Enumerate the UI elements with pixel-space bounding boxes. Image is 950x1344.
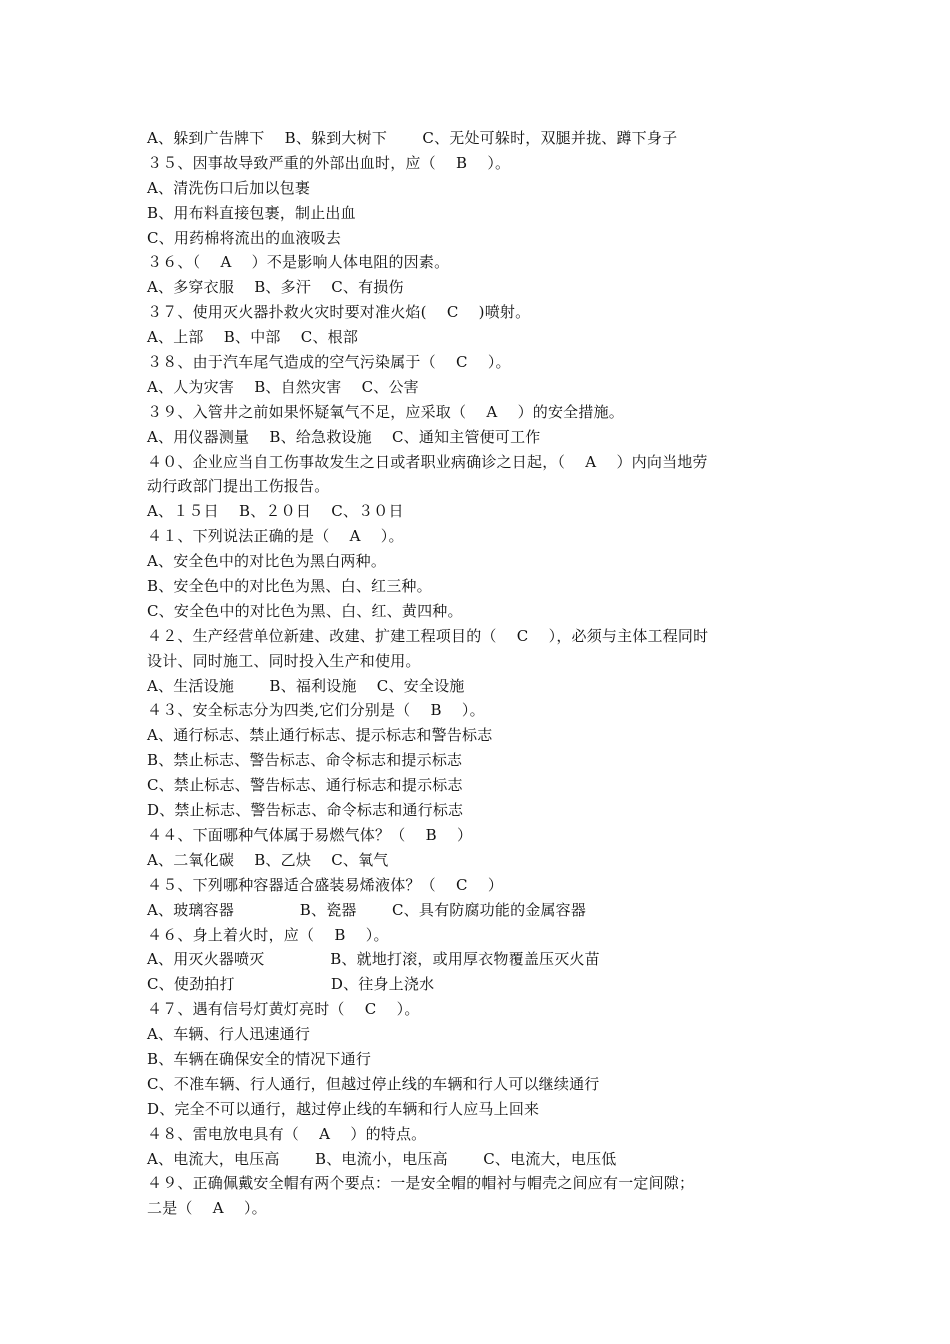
option-line: D、完全不可以通行，越过停止线的车辆和行人应马上回来: [147, 1099, 540, 1118]
question-41: ４１、下列说法正确的是（ A ）。: [147, 527, 404, 546]
option-line: A、电流大，电压高 B、电流小，电压高 C、电流大，电压低: [147, 1149, 617, 1168]
option-line: B、安全色中的对比色为黑、白、红三种。: [147, 577, 432, 596]
option-line: A、多穿衣服 B、多汗 C、有损伤: [147, 278, 404, 297]
option-line: A、１５日 B、２０日 C、３０日: [147, 502, 404, 521]
option-line: C、禁止标志、警告标志、通行标志和提示标志: [147, 776, 463, 795]
option-line: A、安全色中的对比色为黑白两种。: [147, 552, 387, 571]
option-line: A、生活设施 B、福利设施 C、安全设施: [147, 676, 465, 695]
option-line: B、禁止标志、警告标志、命令标志和提示标志: [147, 751, 463, 770]
question-47: ４７、遇有信号灯黄灯亮时（ C ）。: [147, 1000, 420, 1019]
question-48: ４８、雷电放电具有（ A ）的特点。: [147, 1124, 427, 1143]
option-line: C、使劲拍打 D、往身上浇水: [147, 975, 435, 994]
option-line: A、用灭火器喷灭 B、就地打滚，或用厚衣物覆盖压灭火苗: [147, 950, 600, 969]
question-46: ４６、身上着火时，应（ B ）。: [147, 925, 389, 944]
option-line: A、上部 B、中部 C、根部: [147, 328, 359, 347]
option-line: C、安全色中的对比色为黑、白、红、黄四种。: [147, 601, 463, 620]
question-42-continued: 设计、同时施工、同时投入生产和使用。: [147, 651, 421, 670]
option-line: C、用药棉将流出的血液吸去: [147, 228, 342, 247]
option-line: A、清洗伤口后加以包裹: [147, 178, 311, 197]
document-page: [147, 126, 807, 1221]
question-37: ３７、使用灭火器扑救火灾时要对准火焰( C )喷射。: [147, 303, 531, 322]
option-line: B、车辆在确保安全的情况下通行: [147, 1049, 372, 1068]
option-line: A、车辆、行人迅速通行: [147, 1025, 311, 1044]
option-line: B、用布料直接包裹，制止出血: [147, 203, 356, 222]
question-43: ４３、安全标志分为四类,它们分别是（ B ）。: [147, 701, 485, 720]
question-36: ３６、（ A ）不是影响人体电阻的因素。: [147, 253, 450, 272]
question-49-continued: 二是（ A ）。: [147, 1199, 267, 1218]
question-45: ４５、下列哪种容器适合盛装易烯液体？（ C ）: [147, 875, 504, 894]
question-44: ４４、下面哪种气体属于易燃气体？（ B ）: [147, 825, 473, 844]
text-line: A、躲到广告牌下 B、躲到大树下 C、无处可躲时，双腿并拢、蹲下身子: [147, 129, 678, 147]
option-line: A、用仪器测量 B、给急救设施 C、通知主管便可工作: [147, 427, 541, 446]
question-40-continued: 动行政部门提出工伤报告。: [147, 477, 330, 496]
question-38: ３８、由于汽车尾气造成的空气污染属于（ C ）。: [147, 353, 511, 372]
option-line: A、通行标志、禁止通行标志、提示标志和警告标志: [147, 726, 493, 745]
option-line: A、人为灾害 B、自然灾害 C、公害: [147, 377, 419, 396]
question-42: ４２、生产经营单位新建、改建、扩建工程项目的（ C ），必须与主体工程同时: [147, 626, 709, 645]
option-line: D、禁止标志、警告标志、命令标志和通行标志: [147, 801, 464, 820]
question-49: ４９、正确佩戴安全帽有两个要点：一是安全帽的帽衬与帽壳之间应有一定间隙；: [147, 1174, 695, 1193]
question-35: ３５、因事故导致严重的外部出血时，应（ B ）。: [147, 153, 511, 172]
option-line: C、不准车辆、行人通行，但越过停止线的车辆和行人可以继续通行: [147, 1074, 600, 1093]
question-39: ３９、入管井之前如果怀疑氧气不足，应采取（ A ）的安全措施。: [147, 402, 624, 421]
option-line: A、玻璃容器 B、瓷器 C、具有防腐功能的金属容器: [147, 900, 587, 919]
question-40: ４０、企业应当自工伤事故发生之日或者职业病确诊之日起，（ A ）内向当地劳: [147, 452, 708, 471]
option-line: A、二氧化碳 B、乙炔 C、氧气: [147, 850, 389, 869]
